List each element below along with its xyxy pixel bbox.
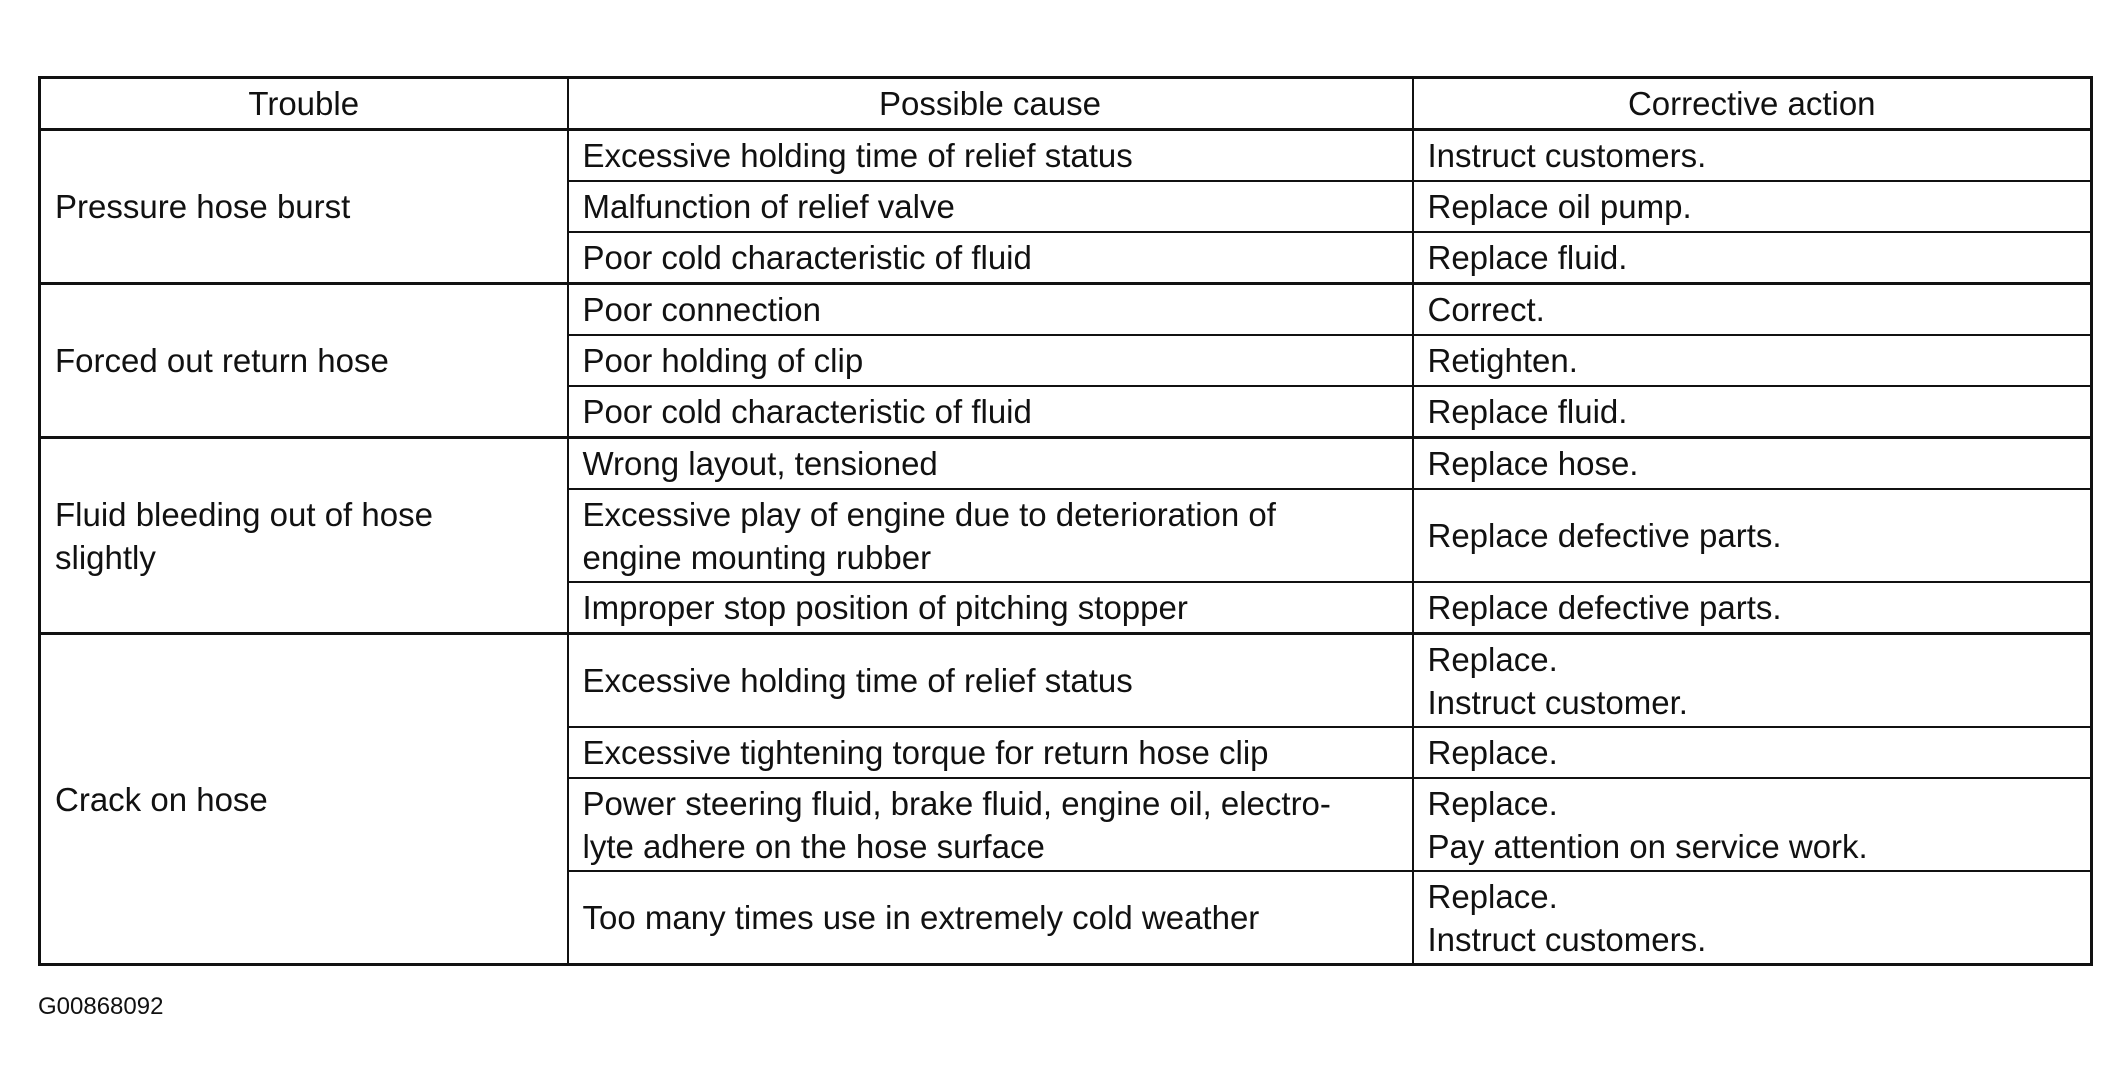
action-cell: Correct. — [1413, 284, 2092, 336]
action-cell: Replace. — [1413, 727, 2092, 778]
cause-cell: Poor cold characteristic of fluid — [568, 386, 1413, 438]
action-cell: Replace defective parts. — [1413, 582, 2092, 634]
cause-cell: Excessive play of engine due to deterioration of engine mounting rubber — [568, 489, 1413, 582]
action-cell: Replace defective parts. — [1413, 489, 2092, 582]
trouble-cell: Crack on hose — [40, 634, 568, 965]
cause-cell: Too many times use in extremely cold weather — [568, 871, 1413, 965]
trouble-cell: Forced out return hose — [40, 284, 568, 438]
table-row — [40, 634, 2092, 728]
cause-cell: Excessive tightening torque for return hose clip — [568, 727, 1413, 778]
action-cell: Replace hose. — [1413, 438, 2092, 490]
header-row — [40, 78, 2092, 130]
action-cell: Instruct customers. — [1413, 130, 2092, 182]
action-cell: Replace. Instruct customer. — [1413, 634, 2092, 728]
cause-cell: Poor connection — [568, 284, 1413, 336]
action-cell: Retighten. — [1413, 335, 2092, 386]
figure-id: G00868092 — [38, 993, 164, 1020]
action-cell: Replace. Instruct customers. — [1413, 871, 2092, 965]
action-cell: Replace fluid. — [1413, 232, 2092, 284]
action-cell: Replace fluid. — [1413, 386, 2092, 438]
cause-cell: Excessive holding time of relief status — [568, 130, 1413, 182]
table-row — [40, 438, 2092, 490]
cause-cell: Poor cold characteristic of fluid — [568, 232, 1413, 284]
header-possible-cause: Possible cause — [568, 78, 1413, 130]
header-corrective-action: Corrective action — [1413, 78, 2092, 130]
troubleshooting-table — [38, 76, 2093, 966]
trouble-cell: Pressure hose burst — [40, 130, 568, 284]
action-cell: Replace oil pump. — [1413, 181, 2092, 232]
cause-cell: Malfunction of relief valve — [568, 181, 1413, 232]
trouble-cell: Fluid bleeding out of hose slightly — [40, 438, 568, 634]
table-row — [40, 284, 2092, 336]
cause-cell: Wrong layout, tensioned — [568, 438, 1413, 490]
header-trouble: Trouble — [40, 78, 568, 130]
cause-cell: Poor holding of clip — [568, 335, 1413, 386]
cause-cell: Excessive holding time of relief status — [568, 634, 1413, 728]
cause-cell: Improper stop position of pitching stopper — [568, 582, 1413, 634]
action-cell: Replace. Pay attention on service work. — [1413, 778, 2092, 871]
cause-cell: Power steering fluid, brake fluid, engine oil, electro- lyte adhere on the hose surface — [568, 778, 1413, 871]
table-row — [40, 130, 2092, 182]
